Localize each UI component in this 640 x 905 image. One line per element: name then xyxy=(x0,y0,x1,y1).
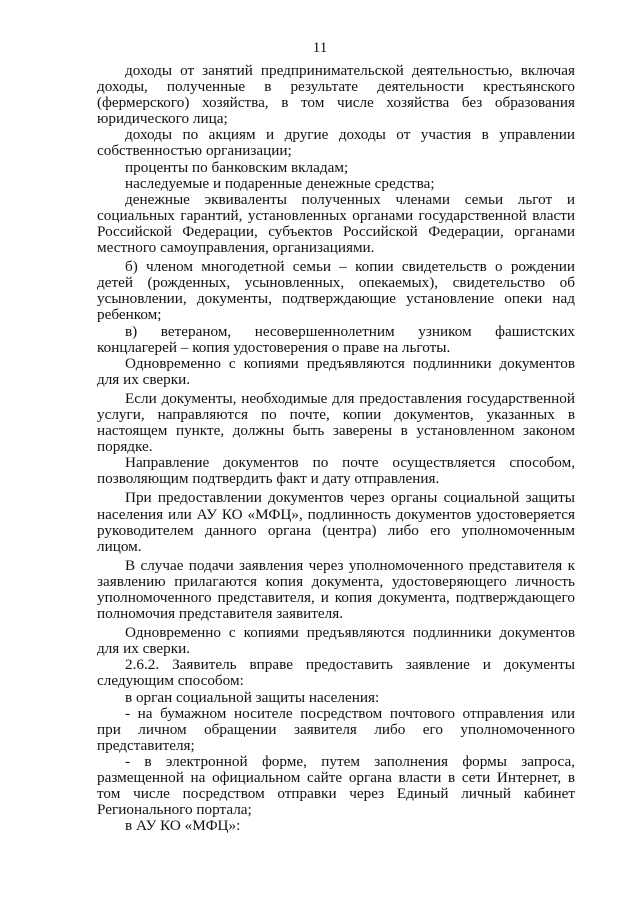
paragraph-income-shares: доходы по акциям и другие доходы от участия в управлении собственностью организации; xyxy=(97,126,575,160)
paragraph-electronic-submission: - в электронной форме, путем заполнения формы запроса, размещенной на официальном сайте органа власти в сети Интернет, в том числе посредством отправки через Единый личный кабинет Регионального портала; xyxy=(97,752,575,819)
paragraph-cash-equivalents: денежные эквиваленты полученных членами семьи льгот и социальных гарантий, установленных органами государственной власти Российской Федерации, субъектов Российской Федерации, органами местного самоуправления, организациями. xyxy=(97,190,575,257)
paragraph-social-protection: в орган социальной защиты населения: xyxy=(125,688,380,706)
page-number: 11 xyxy=(312,40,328,56)
paragraph-mfc: в АУ КО «МФЦ»: xyxy=(125,817,241,835)
paragraph-postal-method: Направление документов по почте осуществляется способом, позволяющим подтвердить факт и дату отправления. xyxy=(97,454,575,488)
paragraph-large-family: б) членом многодетной семьи – копии свидетельств о рождении детей (рожденных, усыновленных, опекаемых), свидетельство об усыновлении, документы, подтверждающие установление опеки над ребенком; xyxy=(97,258,575,324)
paragraph-postal-copies: Если документы, необходимые для предоставления государственной услуги, направляются по почте, копии документов, указанных в настоящем пункте, должны быть заверены в установленном законом порядке. xyxy=(97,389,575,456)
paragraph-veteran: в) ветераном, несовершеннолетним узником фашистских концлагерей – копия удостоверения о праве на льготы. xyxy=(97,322,575,356)
paragraph-originals-1: Одновременно с копиями предъявляются подлинники документов для их сверки. xyxy=(97,354,575,388)
paragraph-income-business: доходы от занятий предпринимательской деятельностью, включая доходы, полученные в результате деятельности крестьянского (фермерского) хозяйства, в том числе хозяйства без образования юридического лица; xyxy=(97,62,575,128)
paragraph-inherited-funds: наследуемые и подаренные денежные средства; xyxy=(125,174,435,192)
paragraph-bank-interest: проценты по банковским вкладам; xyxy=(125,158,349,176)
paragraph-originals-2: Одновременно с копиями предъявляются подлинники документов для их сверки. xyxy=(97,624,575,658)
document-body xyxy=(97,63,575,834)
paragraph-authenticity: При предоставлении документов через органы социальной защиты населения или АУ КО «МФЦ», подлинность документов удостоверяется руководителем данного органа (центра) либо его уполномоченным лицом. xyxy=(97,489,575,555)
paragraph-paper-submission: - на бумажном носителе посредством почтового отправления или при личном обращении заявителя либо его уполномоченного представителя; xyxy=(97,704,575,754)
paragraph-section-2-6-2: 2.6.2. Заявитель вправе предоставить заявление и документы следующим способом: xyxy=(97,656,575,690)
paragraph-representative: В случае подачи заявления через уполномоченного представителя к заявлению прилагаются копия документа, удостоверяющего личность уполномоченного представителя, и копия документа, подтверждающего полномочия представителя заявителя. xyxy=(97,556,575,623)
